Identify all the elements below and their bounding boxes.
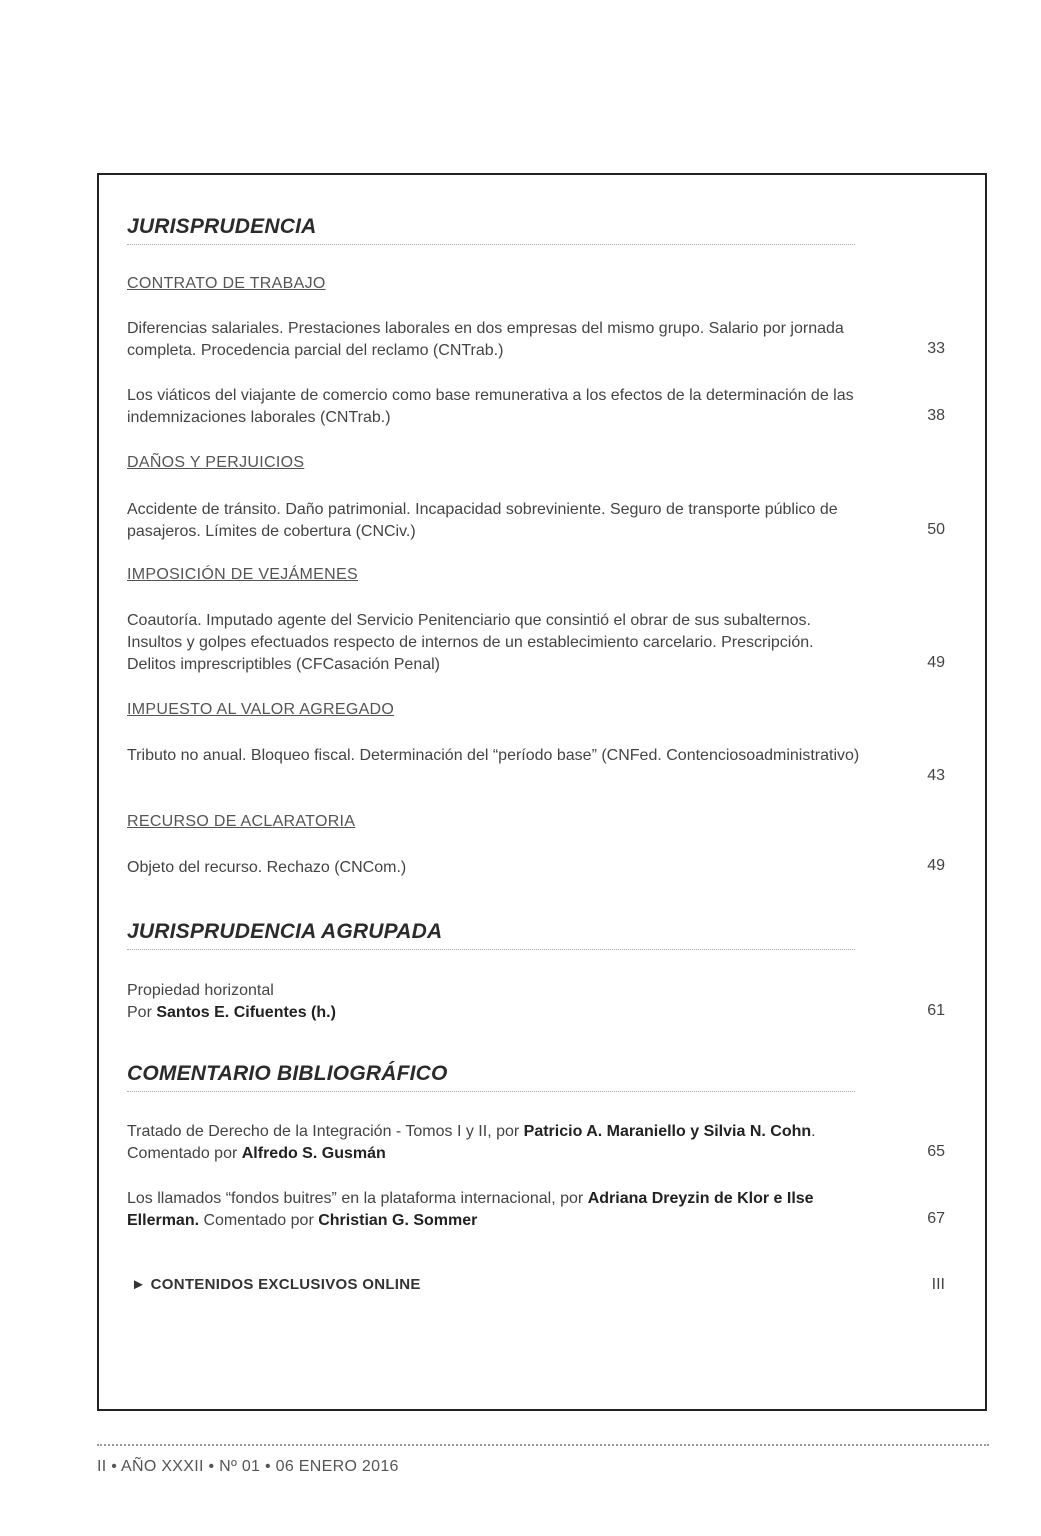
entry-text: Accidente de tránsito. Daño patrimonial. Incapacidad sobreviniente. Seguro de transporte público de pasajeros. Límites de cobertura (CNCiv.) [127, 501, 838, 540]
entry-text: Tributo no anual. Bloqueo fiscal. Determinación del “período base” (CNFed. Contenciosoadministrativo) [127, 747, 860, 764]
entry-text: Objeto del recurso. Rechazo (CNCom.) [127, 859, 407, 876]
entry-text: Coautoría. Imputado agente del Servicio Penitenciario que consintió el obrar de sus subalternos. Insultos y golpes efectuados respecto de internos de un establecimiento carcelario. Prescripción. Delitos imprescriptibles (CFCasación Penal) [127, 612, 814, 673]
author-names: Patricio A. Maraniello y Silvia N. Cohn [523, 1123, 812, 1140]
section-title-comentario-bibliografico: COMENTARIO BIBLIOGRÁFICO [127, 1062, 448, 1085]
entry-page-number: 43 [927, 767, 945, 784]
entry-agrupada [127, 980, 862, 1024]
subhead-contrato-de-trabajo: CONTRATO DE TRABAJO [127, 275, 326, 292]
entry-page-number: 38 [927, 407, 945, 424]
subhead-recurso-de-aclaratoria: RECURSO DE ACLARATORIA [127, 813, 356, 830]
entry-page-number: 61 [927, 1002, 945, 1019]
subhead-imposicion-de-vejamenes: IMPOSICIÓN DE VEJÁMENES [127, 566, 358, 583]
entry-page-number: 49 [927, 857, 945, 874]
entry-page-number: 67 [927, 1210, 945, 1227]
entry-page-number: 50 [927, 521, 945, 538]
exclusive-online-link[interactable]: ► CONTENIDOS EXCLUSIVOS ONLINE [131, 1276, 421, 1293]
entry-page-number: 65 [927, 1143, 945, 1160]
section-title-jurisprudencia: JURISPRUDENCIA [127, 215, 317, 238]
entry-page-number: III [931, 1276, 945, 1293]
section-rule [127, 1091, 855, 1092]
contents-frame [97, 173, 987, 1411]
by-label: Por [127, 1004, 157, 1021]
entry-text: Diferencias salariales. Prestaciones laborales en dos empresas del mismo grupo. Salario por jornada completa. Procedencia parcial del reclamo (CNTrab.) [127, 320, 844, 359]
entry-page-number: 49 [927, 654, 945, 671]
entry-page-number: 33 [927, 340, 945, 357]
section-rule [127, 244, 855, 245]
subhead-danos-y-perjuicios: DAÑOS Y PERJUICIOS [127, 454, 305, 471]
entry-text: Comentado por [199, 1212, 319, 1229]
entry-bibliografico [127, 1121, 862, 1165]
entry-text: Tratado de Derecho de la Integración - Tomos I y II, por [127, 1123, 524, 1140]
subhead-impuesto-al-valor-agregado: IMPUESTO AL VALOR AGREGADO [127, 701, 395, 718]
entry-text: Los viáticos del viajante de comercio como base remunerativa a los efectos de la determinación de las indemnizaciones laborales (CNTrab.) [127, 387, 854, 426]
entry-text: . Comentado por [127, 1123, 816, 1162]
reviewer-name: Alfredo S. Gusmán [241, 1145, 386, 1162]
author-names: Adriana Dreyzin de Klor e Ilse Ellerman. [127, 1190, 814, 1229]
reviewer-name: Christian G. Sommer [318, 1212, 478, 1229]
author-name: Santos E. Cifuentes (h.) [156, 1004, 336, 1021]
entry-title: Propiedad horizontal [127, 982, 274, 999]
entry-bibliografico [127, 1188, 862, 1232]
section-rule [127, 949, 855, 950]
entry-byline [127, 1002, 862, 1024]
entry-text: Los llamados “fondos buitres” en la plataforma internacional, por [127, 1190, 588, 1207]
section-title-jurisprudencia-agrupada: JURISPRUDENCIA AGRUPADA [127, 920, 443, 943]
footer-issue-info: II • AÑO XXXII • Nº 01 • 06 ENERO 2016 [97, 1458, 399, 1475]
footer-rule [97, 1444, 989, 1446]
